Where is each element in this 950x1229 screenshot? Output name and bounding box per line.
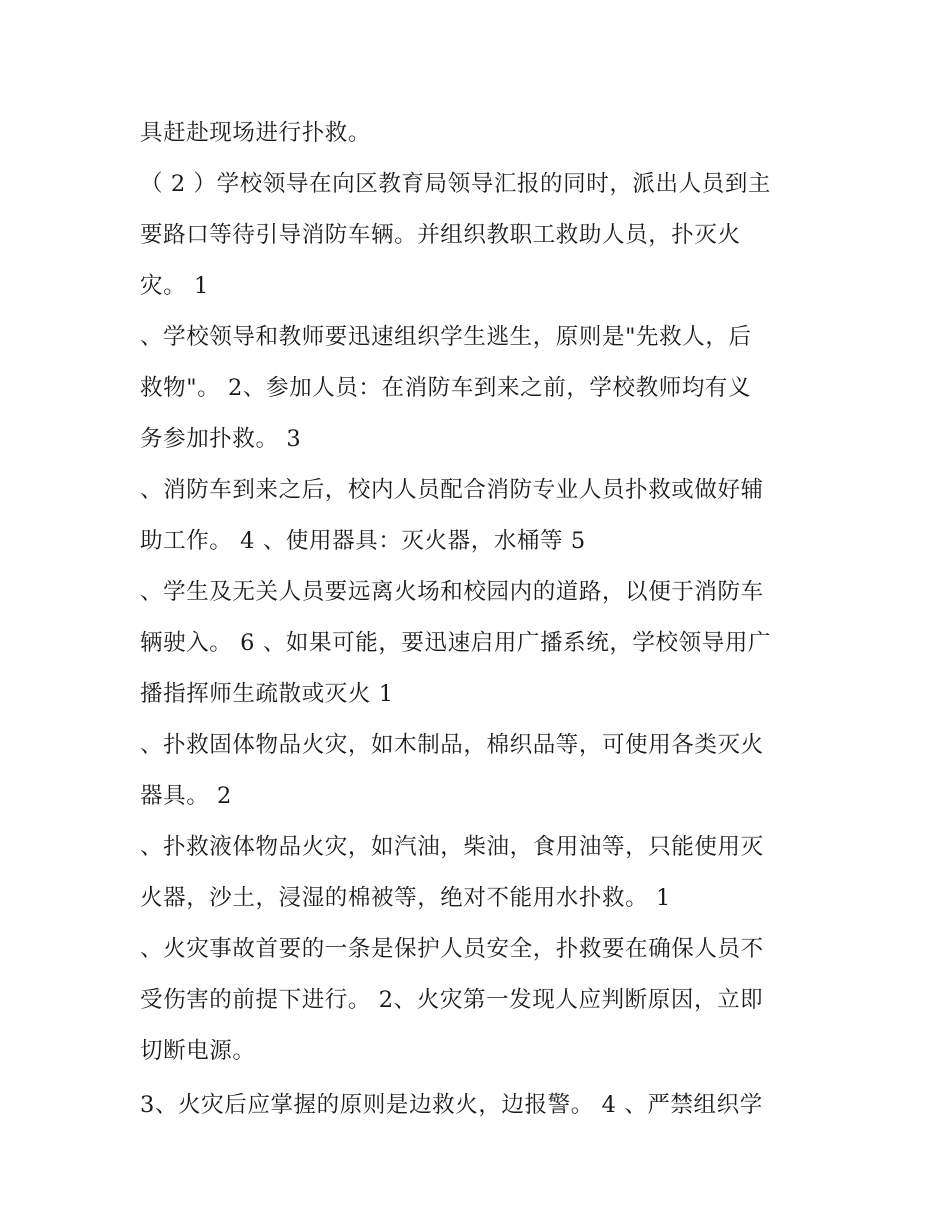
text-line: 、扑救固体物品火灾，如木制品，棉织品等，可使用各类灭火 xyxy=(140,732,764,758)
text-line: 、火灾事故首要的一条是保护人员安全，扑救要在确保人员不 xyxy=(140,936,764,962)
text-line: 、学生及无关人员要远离火场和校园内的道路，以便于消防车 xyxy=(140,579,764,605)
text-line: 3、火灾后应掌握的原则是边救火，边报警。 4 、严禁组织学 xyxy=(140,1092,763,1118)
text-line: 务参加扑救。 3 xyxy=(140,426,302,452)
text-line: 要路口等待引导消防车辆。并组织教职工救助人员，扑灭火 xyxy=(140,222,741,248)
text-line: 火器，沙土，浸湿的棉被等，绝对不能用水扑救。 1 xyxy=(140,885,671,911)
text-line: 受伤害的前提下进行。 2、火灾第一发现人应判断原因，立即 xyxy=(140,987,764,1013)
text-line: 、消防车到来之后，校内人员配合消防专业人员扑救或做好辅 xyxy=(140,477,764,503)
text-line: 灾。 1 xyxy=(140,273,209,299)
text-line: 、学校领导和教师要迅速组织学生逃生，原则是"先救人，后 xyxy=(140,324,752,350)
text-line: 辆驶入。 6 、如果可能，要迅速启用广播系统，学校领导用广 xyxy=(140,630,772,656)
document-body xyxy=(140,108,830,1131)
text-line: 救物"。 2、参加人员：在消防车到来之前，学校教师均有义 xyxy=(140,375,752,401)
text-line: 具赶赴现场进行扑救。 xyxy=(140,120,372,146)
text-line: 助工作。 4 、使用器具：灭火器，水桶等 5 xyxy=(140,528,586,554)
text-line: 器具。 2 xyxy=(140,783,232,809)
text-line: 切断电源。 xyxy=(140,1038,256,1064)
text-line: 播指挥师生疏散或灭火 1 xyxy=(140,681,394,707)
text-line: 、扑救液体物品火灾，如汽油，柴油，食用油等，只能使用灭 xyxy=(140,834,764,860)
text-line: （ 2 ）学校领导在向区教育局领导汇报的同时，派出人员到主 xyxy=(140,171,772,197)
